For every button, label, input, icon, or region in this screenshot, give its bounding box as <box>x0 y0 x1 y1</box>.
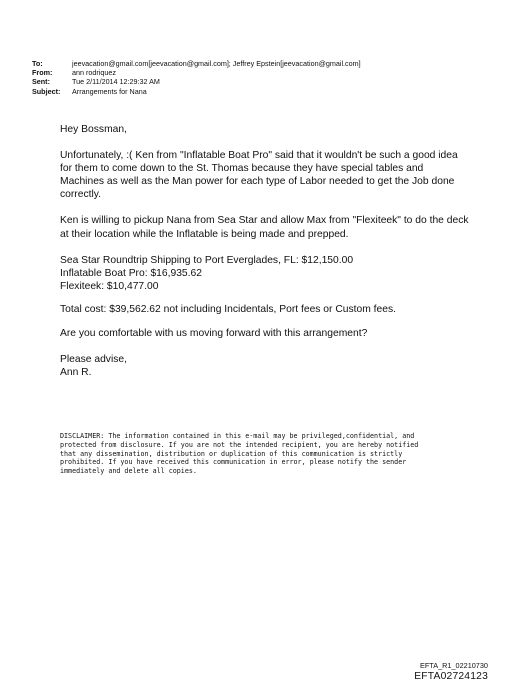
subject-label: Subject: <box>32 86 61 96</box>
from-label: From: <box>32 68 53 78</box>
sent-label: Sent: <box>32 77 50 87</box>
greeting: Hey Bossman, <box>60 124 127 135</box>
email-header <box>32 59 361 96</box>
to-label: To: <box>32 59 43 68</box>
cost-item: Inflatable Boat Pro: $16,935.62 <box>60 267 202 279</box>
to-value: jeevacation@gmail.com[jeevacation@gmail.com]; Jeffrey Epstein[jeevacation@gmail.com] <box>72 59 361 68</box>
cost-item: Flexiteek: $10,477.00 <box>60 280 159 292</box>
sent-value: Tue 2/11/2014 12:29:32 AM <box>72 77 160 87</box>
total-cost: Total cost: $39,562.62 not including Incidentals, Port fees or Custom fees. <box>60 303 396 315</box>
from-value: ann rodriquez <box>72 68 116 78</box>
sent-row <box>32 77 361 86</box>
footer-id-2: EFTA02724123 <box>414 671 488 682</box>
footer-id-1: EFTA_R1_02210730 <box>419 661 488 670</box>
closing: Please advise, <box>60 354 127 366</box>
question: Are you comfortable with us moving forward with this arrangement? <box>60 328 368 340</box>
subject-row <box>32 87 361 96</box>
disclaimer: DISCLAIMER: The information contained in this e-mail may be privileged,confidential, and protected from disclosure. If you are not the intended recipient, you are hereby notified that any dissemination, distribution or duplication of this communication is strictly prohibited. If you have received this communication in error, please notify the sender immediately and delete all copies. <box>60 432 419 476</box>
signature: Ann R. <box>60 367 92 379</box>
paragraph-1: Unfortunately, :( Ken from "Inflatable Boat Pro" said that it wouldn't be such a good idea for them to come down to the St. Thomas because they have special tables and Machines as well as the Man power for each type of Labor needed to get the Job done correctly. <box>60 150 458 201</box>
paragraph-2: Ken is willing to pickup Nana from Sea Star and allow Max from "Flexiteek" to do the deck at their location while the Inflatable is being made and prepped. <box>60 215 469 240</box>
cost-list <box>60 254 470 293</box>
from-row <box>32 68 361 77</box>
subject-value: Arrangements for Nana <box>72 86 147 96</box>
cost-item: Sea Star Roundtrip Shipping to Port Everglades, FL: $12,150.00 <box>60 254 354 266</box>
to-row <box>32 59 361 68</box>
email-body <box>60 123 470 379</box>
